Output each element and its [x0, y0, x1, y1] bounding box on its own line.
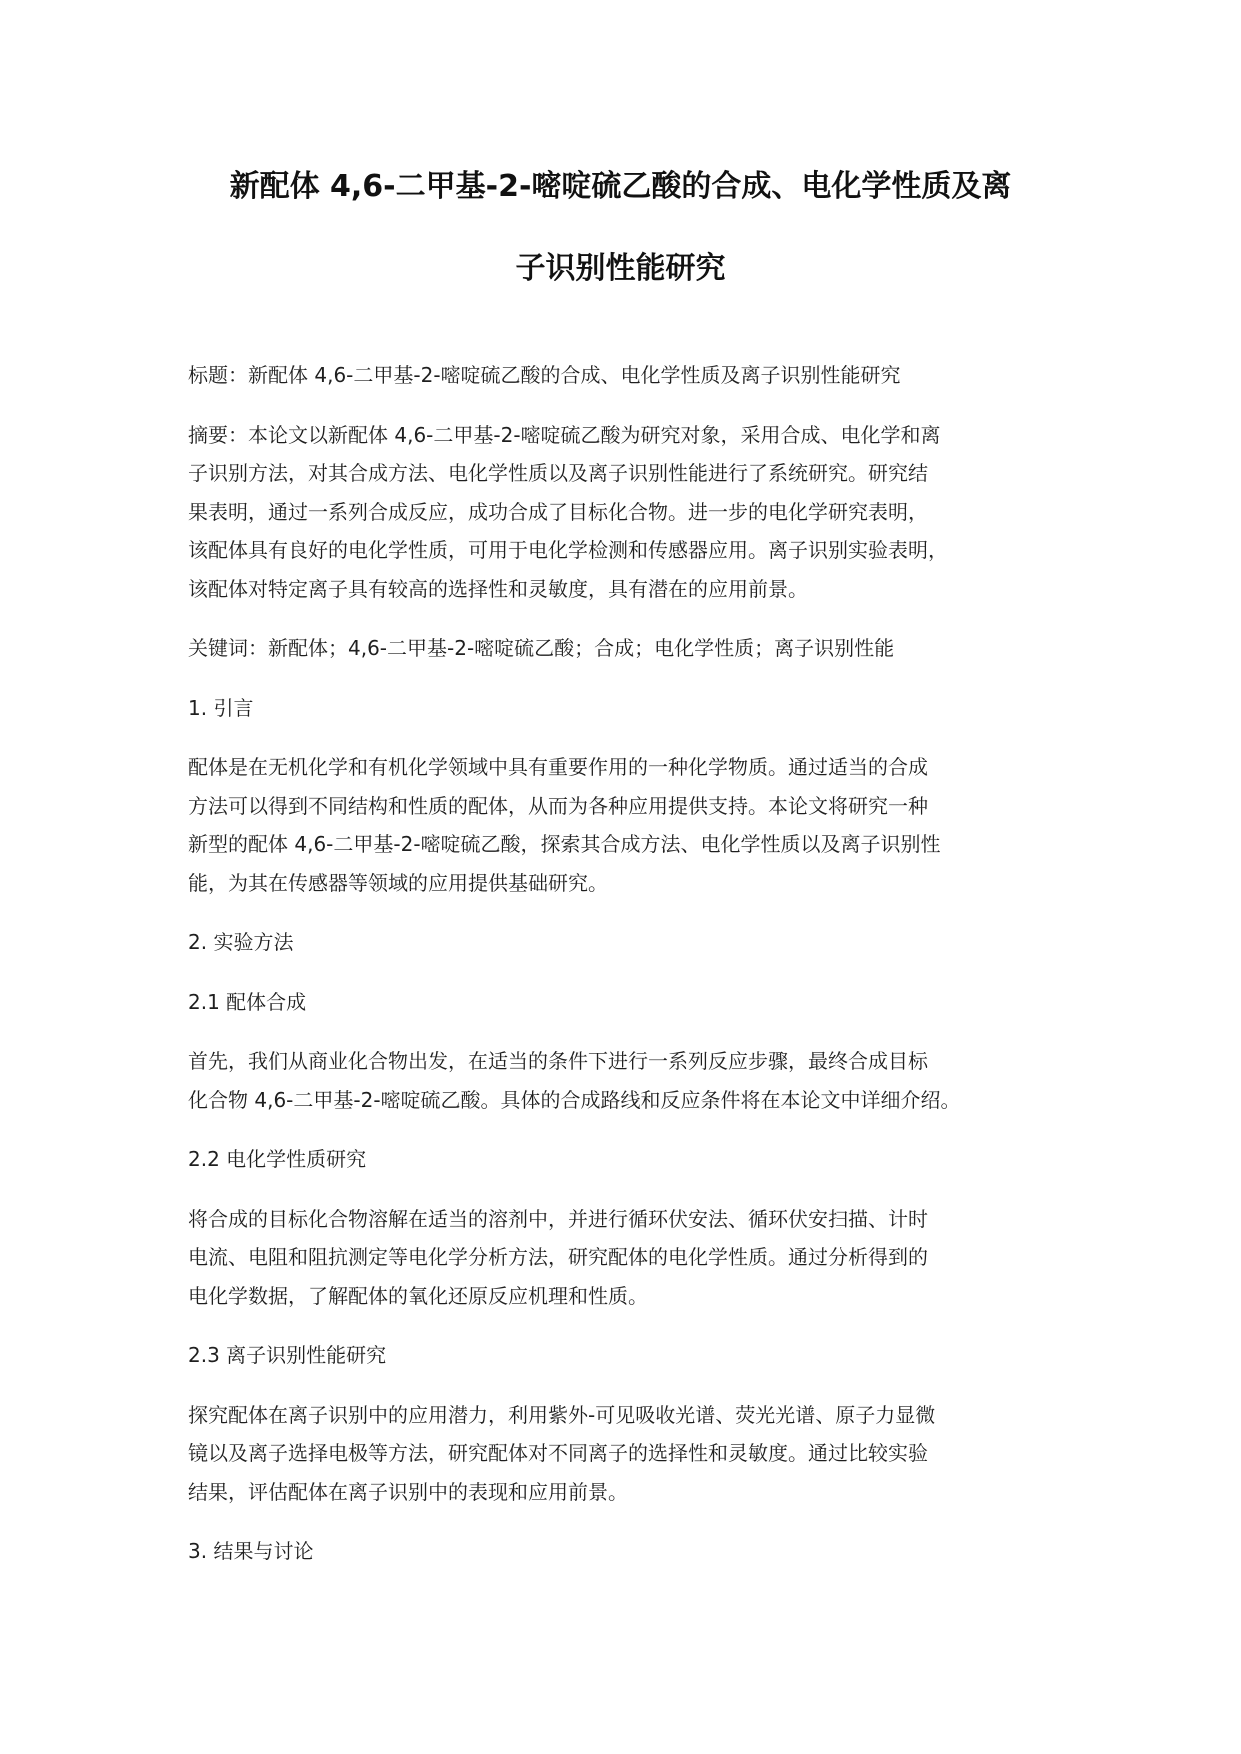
ion-recognition-line: 镜以及离子选择电极等方法，研究配体对不同离子的选择性和灵敏度。通过比较实验 [188, 1441, 928, 1465]
keywords-text: 关键词：新配体；4,6-二甲基-2-嘧啶硫乙酸；合成；电化学性质；离子识别性能 [188, 636, 895, 660]
section-heading [188, 1336, 1068, 1375]
abstract-paragraph [188, 416, 1068, 609]
section-heading-results: 3. 结果与讨论 [188, 1539, 314, 1563]
abstract-line: 子识别方法，对其合成方法、电化学性质以及离子识别性能进行了系统研究。研究结 [188, 461, 928, 485]
section-heading-electrochem: 2.2 电化学性质研究 [188, 1147, 367, 1171]
section-heading [188, 1140, 1068, 1179]
section-heading [188, 923, 1068, 962]
section-heading-ion-recognition: 2.3 离子识别性能研究 [188, 1343, 387, 1367]
intro-paragraph [188, 748, 1068, 902]
abstract-line: 摘要：本论文以新配体 4,6-二甲基-2-嘧啶硫乙酸为研究对象，采用合成、电化学和离 [188, 422, 941, 447]
electrochem-line: 将合成的目标化合物溶解在适当的溶剂中，并进行循环伏安法、循环伏安扫描、计时 [188, 1206, 928, 1231]
ion-recognition-line: 探究配体在离子识别中的应用潜力，利用紫外-可见吸收光谱、荧光光谱、原子力显微 [188, 1402, 936, 1427]
synthesis-paragraph [188, 1042, 1068, 1119]
intro-line: 方法可以得到不同结构和性质的配体，从而为各种应用提供支持。本论文将研究一种 [188, 793, 928, 818]
document-title [150, 169, 1091, 286]
title-paragraph-text: 标题：新配体 4,6-二甲基-2-嘧啶硫乙酸的合成、电化学性质及离子识别性能研究 [188, 363, 901, 387]
section-heading-methods: 2. 实验方法 [188, 930, 294, 954]
title-paragraph [188, 356, 1068, 395]
section-heading [188, 983, 1068, 1022]
section-heading [188, 1532, 1068, 1571]
keywords-paragraph [188, 629, 1068, 668]
intro-line: 新型的配体 4,6-二甲基-2-嘧啶硫乙酸，探索其合成方法、电化学性质以及离子识别性 [188, 832, 941, 856]
intro-line: 能，为其在传感器等领域的应用提供基础研究。 [188, 870, 608, 895]
electrochem-line: 电化学数据，了解配体的氧化还原反应机理和性质。 [188, 1283, 648, 1308]
document-body [188, 356, 1068, 1571]
abstract-line: 该配体对特定离子具有较高的选择性和灵敏度，具有潜在的应用前景。 [188, 576, 808, 601]
title-line-2: 子识别性能研究 [515, 251, 726, 286]
ion-recognition-line: 结果，评估配体在离子识别中的表现和应用前景。 [188, 1479, 628, 1504]
abstract-line: 该配体具有良好的电化学性质，可用于电化学检测和传感器应用。离子识别实验表明， [188, 538, 948, 562]
synthesis-line: 首先，我们从商业化合物出发，在适当的条件下进行一系列反应步骤，最终合成目标 [188, 1049, 928, 1073]
electrochem-line: 电流、电阻和阻抗测定等电化学分析方法，研究配体的电化学性质。通过分析得到的 [188, 1245, 928, 1269]
section-heading-synthesis: 2.1 配体合成 [188, 989, 307, 1014]
ion-recognition-paragraph [188, 1396, 1068, 1512]
intro-line: 配体是在无机化学和有机化学领域中具有重要作用的一种化学物质。通过适当的合成 [188, 755, 928, 779]
synthesis-line: 化合物 4,6-二甲基-2-嘧啶硫乙酸。具体的合成路线和反应条件将在本论文中详细介绍。 [188, 1087, 961, 1112]
section-heading-intro: 1. 引言 [188, 695, 254, 720]
electrochem-paragraph [188, 1200, 1068, 1316]
section-heading [188, 689, 1068, 728]
title-line-1: 新配体 4,6-二甲基-2-嘧啶硫乙酸的合成、电化学性质及离 [229, 169, 1012, 204]
abstract-line: 果表明，通过一系列合成反应，成功合成了目标化合物。进一步的电化学研究表明， [188, 499, 928, 524]
